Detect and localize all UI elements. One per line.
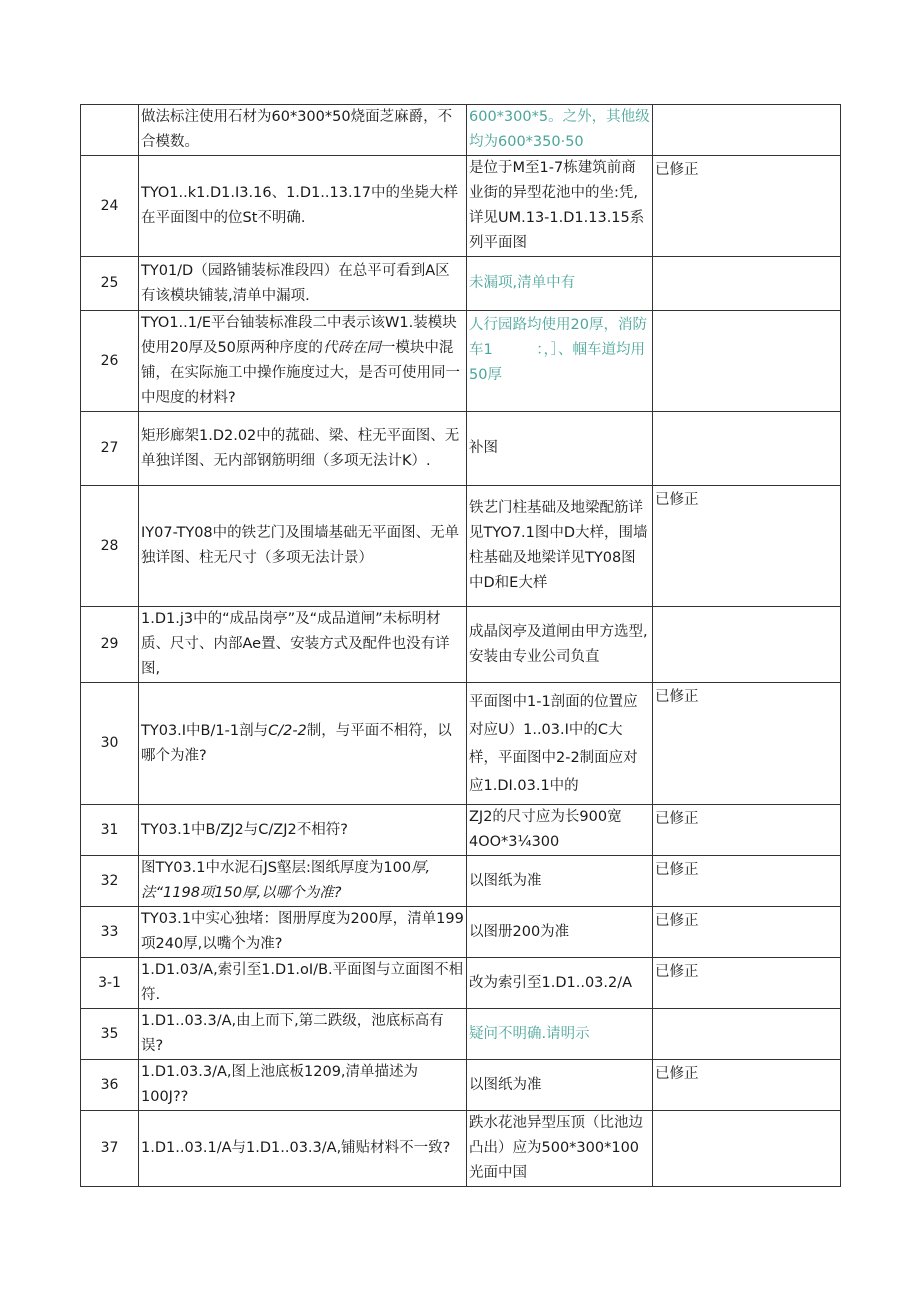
- issue-text: TYO1..1/E平台铀装标准段二中表示该W1.装模块使用20厚及50原两种序度的: [141, 315, 457, 356]
- row-number: 32: [81, 856, 139, 907]
- issue-cell: 1.D1..03.1/A与1.D1..03.3/A,铺贴材料不一致?: [139, 1111, 467, 1187]
- reply-cell: 以图册200为准: [467, 907, 653, 958]
- table-row: [81, 412, 841, 486]
- row-number: 3-1: [81, 958, 139, 1009]
- row-number: 35: [81, 1009, 139, 1060]
- row-number: 31: [81, 805, 139, 856]
- row-number: 37: [81, 1111, 139, 1187]
- issue-cell: 1.D1.j3中的“成品岗亭”及“成品道闸”未标明材质、尺寸、内部Ae置、安装方式及配件也没有详图,: [139, 607, 467, 683]
- row-number: 24: [81, 156, 139, 257]
- issue-tail-text: 制，与平面不相符，以哪个为准?: [141, 722, 452, 764]
- status-cell: [653, 607, 841, 683]
- issue-italic-text: 厚,法“1198项150厚,以哪个为准?: [141, 860, 431, 901]
- issue-cell: IY07-TY08中的铁艺门及围墙基础无平面图、无单独详图、柱无尺寸（多项无法计景）: [139, 486, 467, 607]
- row-number: 36: [81, 1060, 139, 1111]
- issue-cell: TY03.1中B/ZJ2与C/ZJ2不相符?: [139, 805, 467, 856]
- status-cell: [653, 105, 841, 156]
- reply-cell: 补图: [467, 412, 653, 486]
- table-row: [81, 257, 841, 311]
- table-row: [81, 311, 841, 412]
- issue-italic-text: 代砖在同: [322, 340, 381, 356]
- reply-cell: 平面图中1-1剖面的位置应对应U）1..03.I中的C大样，平面图中2-2制面应对应1.DI.03.1中的: [467, 683, 653, 805]
- issue-cell: TYO1..k1.D1.I3.16、1.D1..13.17中的坐毙大样在平面图中的位St不明确.: [139, 156, 467, 257]
- table-row: [81, 1111, 841, 1187]
- row-number: 33: [81, 907, 139, 958]
- issue-text: 图TY03.1中水泥石JS壑层:图纸厚度为100: [141, 860, 412, 876]
- reply-cell: 以图纸为准: [467, 1060, 653, 1111]
- issue-cell: 做法标注使用石材为60*300*50烧面芝麻爵，不合模数。: [139, 105, 467, 156]
- table-row: [81, 907, 841, 958]
- reply-cell: ZJ2的尺寸应为长900宽4OO*3¼300: [467, 805, 653, 856]
- issue-cell: 1.D1.03/A,索引至1.D1.oI/B.平面图与立面图不相符.: [139, 958, 467, 1009]
- table-row: [81, 958, 841, 1009]
- table-row: [81, 805, 841, 856]
- issue-cell: [139, 683, 467, 805]
- row-number: [81, 105, 139, 156]
- issue-text: TY03.I中B/1-1剖与: [141, 722, 269, 739]
- table-row: [81, 683, 841, 805]
- reply-cell: 改为索引至1.D1..03.2/A: [467, 958, 653, 1009]
- table-row: [81, 105, 841, 156]
- reply-cell: 跌水花池异型压顶（比池边凸出）应为500*300*100光面中国: [467, 1111, 653, 1187]
- status-cell: [653, 1111, 841, 1187]
- status-cell: 已修正: [653, 486, 841, 607]
- table-row: [81, 156, 841, 257]
- reply-cell: 未漏项,清单中有: [467, 257, 653, 311]
- status-cell: 已修正: [653, 805, 841, 856]
- issue-cell: 1.D1.03.3/A,图上池底板1209,清单描述为100J??: [139, 1060, 467, 1111]
- status-cell: [653, 412, 841, 486]
- reply-cell: 以图纸为准: [467, 856, 653, 907]
- review-table: [80, 104, 841, 1187]
- status-cell: 已修正: [653, 907, 841, 958]
- row-number: 29: [81, 607, 139, 683]
- reply-cell: 疑问不明确.请明示: [467, 1009, 653, 1060]
- reply-cell: 是位于M至1-7栋建筑前商业街的异型花池中的坐:凭,详见UM.13-1.D1.13.15系列平面图: [467, 156, 653, 257]
- status-cell: [653, 311, 841, 412]
- issue-cell: [139, 311, 467, 412]
- status-cell: [653, 257, 841, 311]
- reply-cell: 人行园路均使用20厚，消防车1 ：，］、帼车道均用50厚: [467, 311, 653, 412]
- issue-tail-text: 一模块中混铺，在实际施工中操作施度过大，是否可使用同一中咫度的材料?: [141, 340, 460, 406]
- issue-italic-text: C/2-2: [268, 722, 307, 739]
- reply-cell: 成晶闵亭及道闸由甲方选型,安装由专业公司负直: [467, 607, 653, 683]
- status-cell: 已修正: [653, 156, 841, 257]
- issue-cell: [139, 856, 467, 907]
- issue-cell: 矩形廊架1.D2.02中的菰础、梁、柱无平面图、无单独详图、无内部钢筋明细（多项无法计K）.: [139, 412, 467, 486]
- row-number: 27: [81, 412, 139, 486]
- table-row: [81, 486, 841, 607]
- row-number: 28: [81, 486, 139, 607]
- status-cell: 已修正: [653, 856, 841, 907]
- status-cell: 已修正: [653, 1060, 841, 1111]
- issue-cell: TY03.1中实心独堵：图册厚度为200厚，清单199项240厚,以嘴个为准?: [139, 907, 467, 958]
- issue-cell: TY01/D（园路铺装标准段四）在总平可看到A区有该模块铺装,清单中漏项.: [139, 257, 467, 311]
- row-number: 30: [81, 683, 139, 805]
- table-row: [81, 1009, 841, 1060]
- status-cell: 已修正: [653, 958, 841, 1009]
- row-number: 26: [81, 311, 139, 412]
- status-cell: 已修正: [653, 683, 841, 805]
- row-number: 25: [81, 257, 139, 311]
- issue-cell: 1.D1..03.3/A,由上而下,第二跌级，池底标高有误?: [139, 1009, 467, 1060]
- status-cell: [653, 1009, 841, 1060]
- table-row: [81, 1060, 841, 1111]
- reply-cell: 600*300*5。之外，其他级均为600*350·50: [467, 105, 653, 156]
- table-row: [81, 856, 841, 907]
- table-row: [81, 607, 841, 683]
- reply-cell: 铁艺门柱基础及地梁配筋详见TYO7.1图中D大样，围墙柱基础及地梁详见TY08图中D和E大样: [467, 486, 653, 607]
